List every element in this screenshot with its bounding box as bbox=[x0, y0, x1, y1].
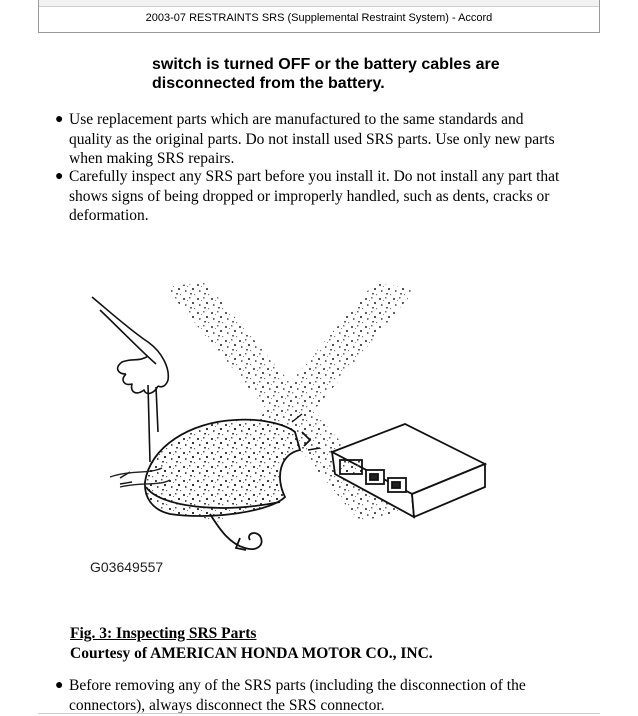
bullet-line: deformation. bbox=[69, 207, 149, 224]
bullet-line: when making SRS repairs. bbox=[69, 150, 235, 167]
hand-drawing bbox=[92, 297, 168, 462]
bullet-dot-icon: ● bbox=[55, 112, 64, 127]
bullet-line: shows signs of being dropped or improperly handled, such as dents, cracks or bbox=[69, 187, 550, 205]
bullet-dot-icon: ● bbox=[55, 169, 64, 184]
figure-caption bbox=[70, 624, 590, 664]
srs-parts-illustration bbox=[70, 282, 550, 592]
header-title: 2003-07 RESTRAINTS SRS (Supplemental Restraint System) - Accord bbox=[145, 12, 493, 24]
bullet-item-disconnect-connector bbox=[55, 676, 600, 715]
figure-code: G03649557 bbox=[90, 559, 164, 575]
bullet-item-replacement-parts bbox=[55, 110, 600, 169]
caption-title: Fig. 3: Inspecting SRS Parts bbox=[70, 625, 257, 642]
page-header bbox=[38, 0, 600, 33]
warning-line: disconnected from the battery. bbox=[152, 75, 385, 92]
bullet-item-inspect-parts bbox=[55, 167, 600, 226]
caption-credit: Courtesy of AMERICAN HONDA MOTOR CO., INC. bbox=[70, 645, 433, 662]
bullet-line: Use replacement parts which are manufactured to the same standards and bbox=[69, 111, 524, 128]
bullet-line: Carefully inspect any SRS part before you install it. Do not install any part that bbox=[69, 168, 560, 185]
figure-inspecting-srs-parts bbox=[70, 282, 550, 592]
bullet-line: connectors), always disconnect the SRS connector. bbox=[69, 696, 385, 714]
warning-line: switch is turned OFF or the battery cables are bbox=[152, 56, 500, 73]
header-top-band bbox=[39, 0, 599, 7]
bottom-rule bbox=[38, 713, 600, 714]
bullet-dot-icon: ● bbox=[55, 678, 64, 693]
warning-text bbox=[152, 55, 572, 93]
bullet-line: quality as the original parts. Do not install used SRS parts. Use only new parts bbox=[69, 130, 555, 148]
bullet-line: Before removing any of the SRS parts (including the disconnection of the bbox=[69, 677, 526, 694]
